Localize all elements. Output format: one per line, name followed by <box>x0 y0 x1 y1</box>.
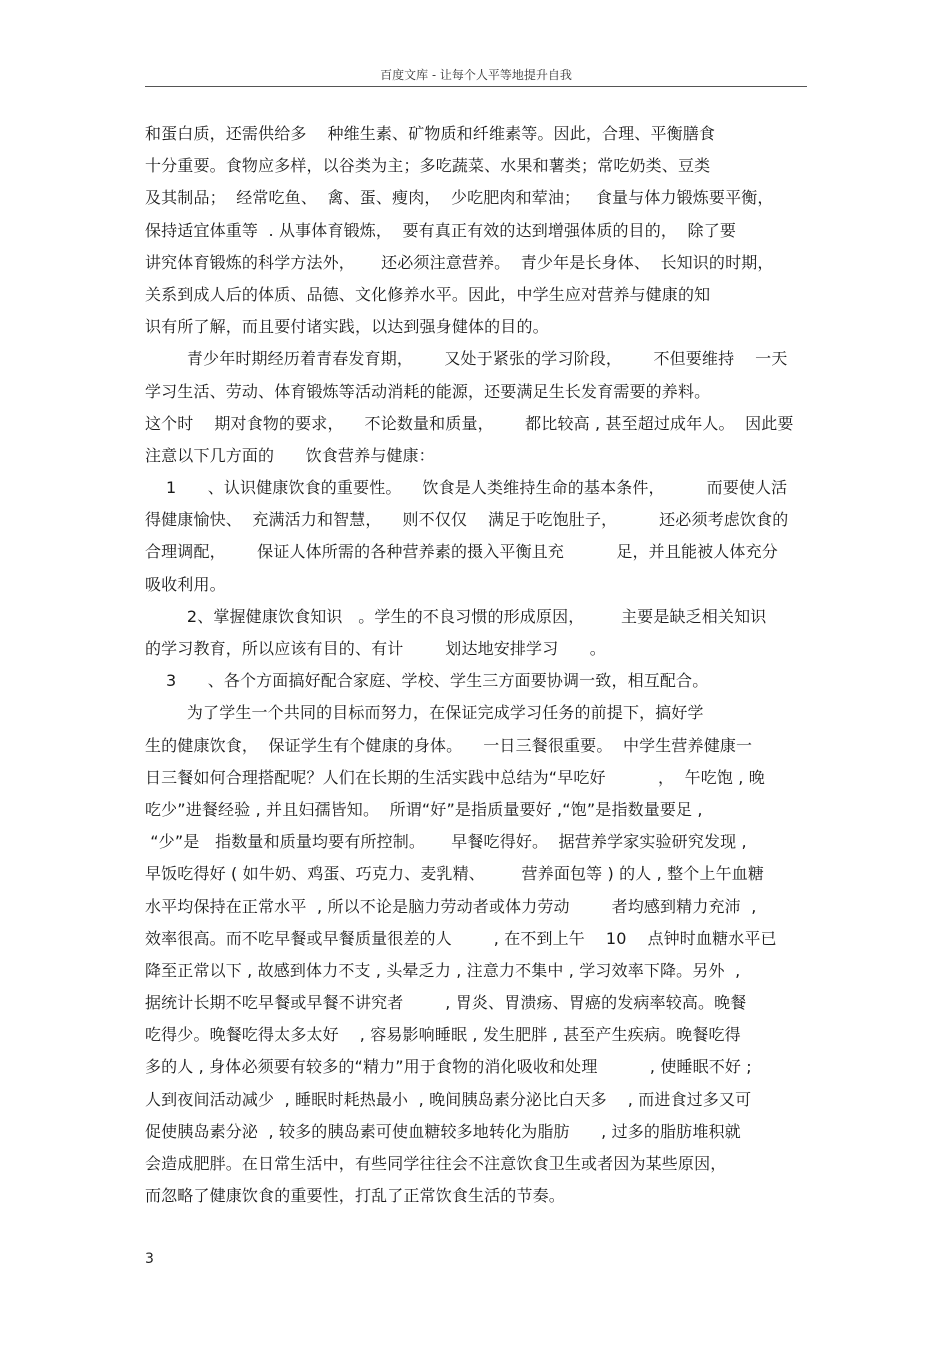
text-line: 生的健康饮食， 保证学生有个健康的身体。 一日三餐很重要。 中学生营养健康一 <box>145 735 753 755</box>
text-line: 保持适宜体重等 . 从事体育锻炼， 要有真正有效的达到增强体质的目的， 除了要 <box>145 220 736 240</box>
page-header: 百度文库 - 让每个人平等地提升自我 <box>380 68 572 82</box>
text-line: 和蛋白质，还需供给多 种维生素、矿物质和纤维素等。因此，合理、平衡膳食 <box>145 124 716 143</box>
text-line: 青少年时期经历着青春发育期， 又处于紧张的学习阶段， 不但要维持 一天 <box>145 349 788 369</box>
text-line: 为了学生一个共同的目标而努力，在保证完成学习任务的前提下，搞好学 <box>145 703 704 723</box>
text-line: 据统计长期不吃早餐或早餐不讲究者 , 胃炎、胃溃疡、胃癌的发病率较高。晚餐 <box>145 993 747 1013</box>
text-line: 得健康愉快、 充满活力和智慧， 则不仅仅 满足于吃饱肚子， 还必须考虑饮食的 <box>145 510 789 530</box>
text-line: 日三餐如何合理搭配呢？人们在长期的生活实践中总结为“早吃好 ， 午吃饱 , 晚 <box>145 767 765 787</box>
text-line: 吃少”进餐经验 , 并且妇孺皆知。 所谓“好”是指质量要好 ,“饱”是指数量要足 , <box>145 799 703 819</box>
text-line: 水平均保持在正常水平 , 所以不论是脑力劳动者或体力劳动 者均感到精力充沛 , <box>145 896 757 916</box>
text-line: 学习生活、劳动、体育锻炼等活动消耗的能源，还要满足生长发育需要的养料。 <box>145 381 711 401</box>
text-line: 促使胰岛素分泌 , 较多的胰岛素可使血糖较多地转化为脂肪 , 过多的脂肪堆积就 <box>145 1121 741 1141</box>
text-line: 十分重要。食物应多样，以谷类为主；多吃蔬菜、水果和薯类；常吃奶类、豆类 <box>145 156 711 176</box>
text-line: 会造成肥胖。在日常生活中，有些同学往往会不注意饮食卫生或者因为某些原因， <box>145 1154 727 1173</box>
text-line: 而忽略了健康饮食的重要性，打乱了正常饮食生活的节奏。 <box>145 1186 565 1206</box>
text-line: 吸收利用。 <box>145 574 226 594</box>
page-number: 3 <box>145 1251 154 1267</box>
document-body <box>145 118 825 1212</box>
text-line: 及其制品； 经常吃鱼、 禽、蛋、瘦肉， 少吃肥肉和荤油； 食量与体力锻炼要平衡， <box>145 188 774 208</box>
text-line: “少”是 指数量和质量均要有所控制。 早餐吃得好。 据营养学家实验研究发现 , <box>145 832 747 852</box>
text-line: 效率很高。而不吃早餐或早餐质量很差的人 , 在不到上午 10 点钟时血糖水平已 <box>145 928 777 948</box>
text-line: 合理调配， 保证人体所需的各种营养素的摄入平衡且充 足，并且能被人体充分 <box>145 542 778 562</box>
text-line: 3 、各个方面搞好配合家庭、学校、学生三方面要协调一致，相互配合。 <box>145 671 709 691</box>
text-line: 讲究体育锻炼的科学方法外， 还必须注意营养。 青少年是长身体、 长知识的时期， <box>145 252 774 272</box>
header-divider <box>145 86 807 87</box>
text-line: 这个时 期对食物的要求， 不论数量和质量， 都比较高 , 甚至超过成年人。 因此要 <box>145 413 794 433</box>
text-line: 注意以下几方面的 饮食营养与健康： <box>145 445 435 465</box>
text-line: 降至正常以下 , 故感到体力不支 , 头晕乏力 , 注意力不集中 , 学习效率下降。另外 , <box>145 960 741 980</box>
text-line: 多的人 , 身体必须要有较多的“精力”用于食物的消化吸收和处理 , 使睡眠不好 ; <box>145 1057 752 1077</box>
text-line: 1 、认识健康饮食的重要性。 饮食是人类维持生命的基本条件， 而要使人活 <box>145 478 788 498</box>
text-line: 识有所了解，而且要付诸实践，以达到强身健体的目的。 <box>145 317 549 337</box>
text-line: 早饭吃得好 ( 如牛奶、鸡蛋、巧克力、麦乳精、 营养面包等 ) 的人 , 整个上午血糖 <box>145 864 765 884</box>
text-line: 人到夜间活动减少 , 睡眠时耗热最小 , 晚间胰岛素分泌比白天多 , 而进食过多又可 <box>145 1089 752 1109</box>
text-line: 关系到成人后的体质、品德、文化修养水平。因此，中学生应对营养与健康的知 <box>145 284 711 304</box>
text-line: 2、掌握健康饮食知识 。学生的不良习惯的形成原因， 主要是缺乏相关知识 <box>145 606 767 626</box>
text-line: 的学习教育，所以应该有目的、有计 划达地安排学习 。 <box>145 639 606 658</box>
text-line: 吃得少。晚餐吃得太多太好 , 容易影响睡眠 , 发生肥胖 , 甚至产生疾病。晚餐吃得 <box>145 1025 741 1045</box>
